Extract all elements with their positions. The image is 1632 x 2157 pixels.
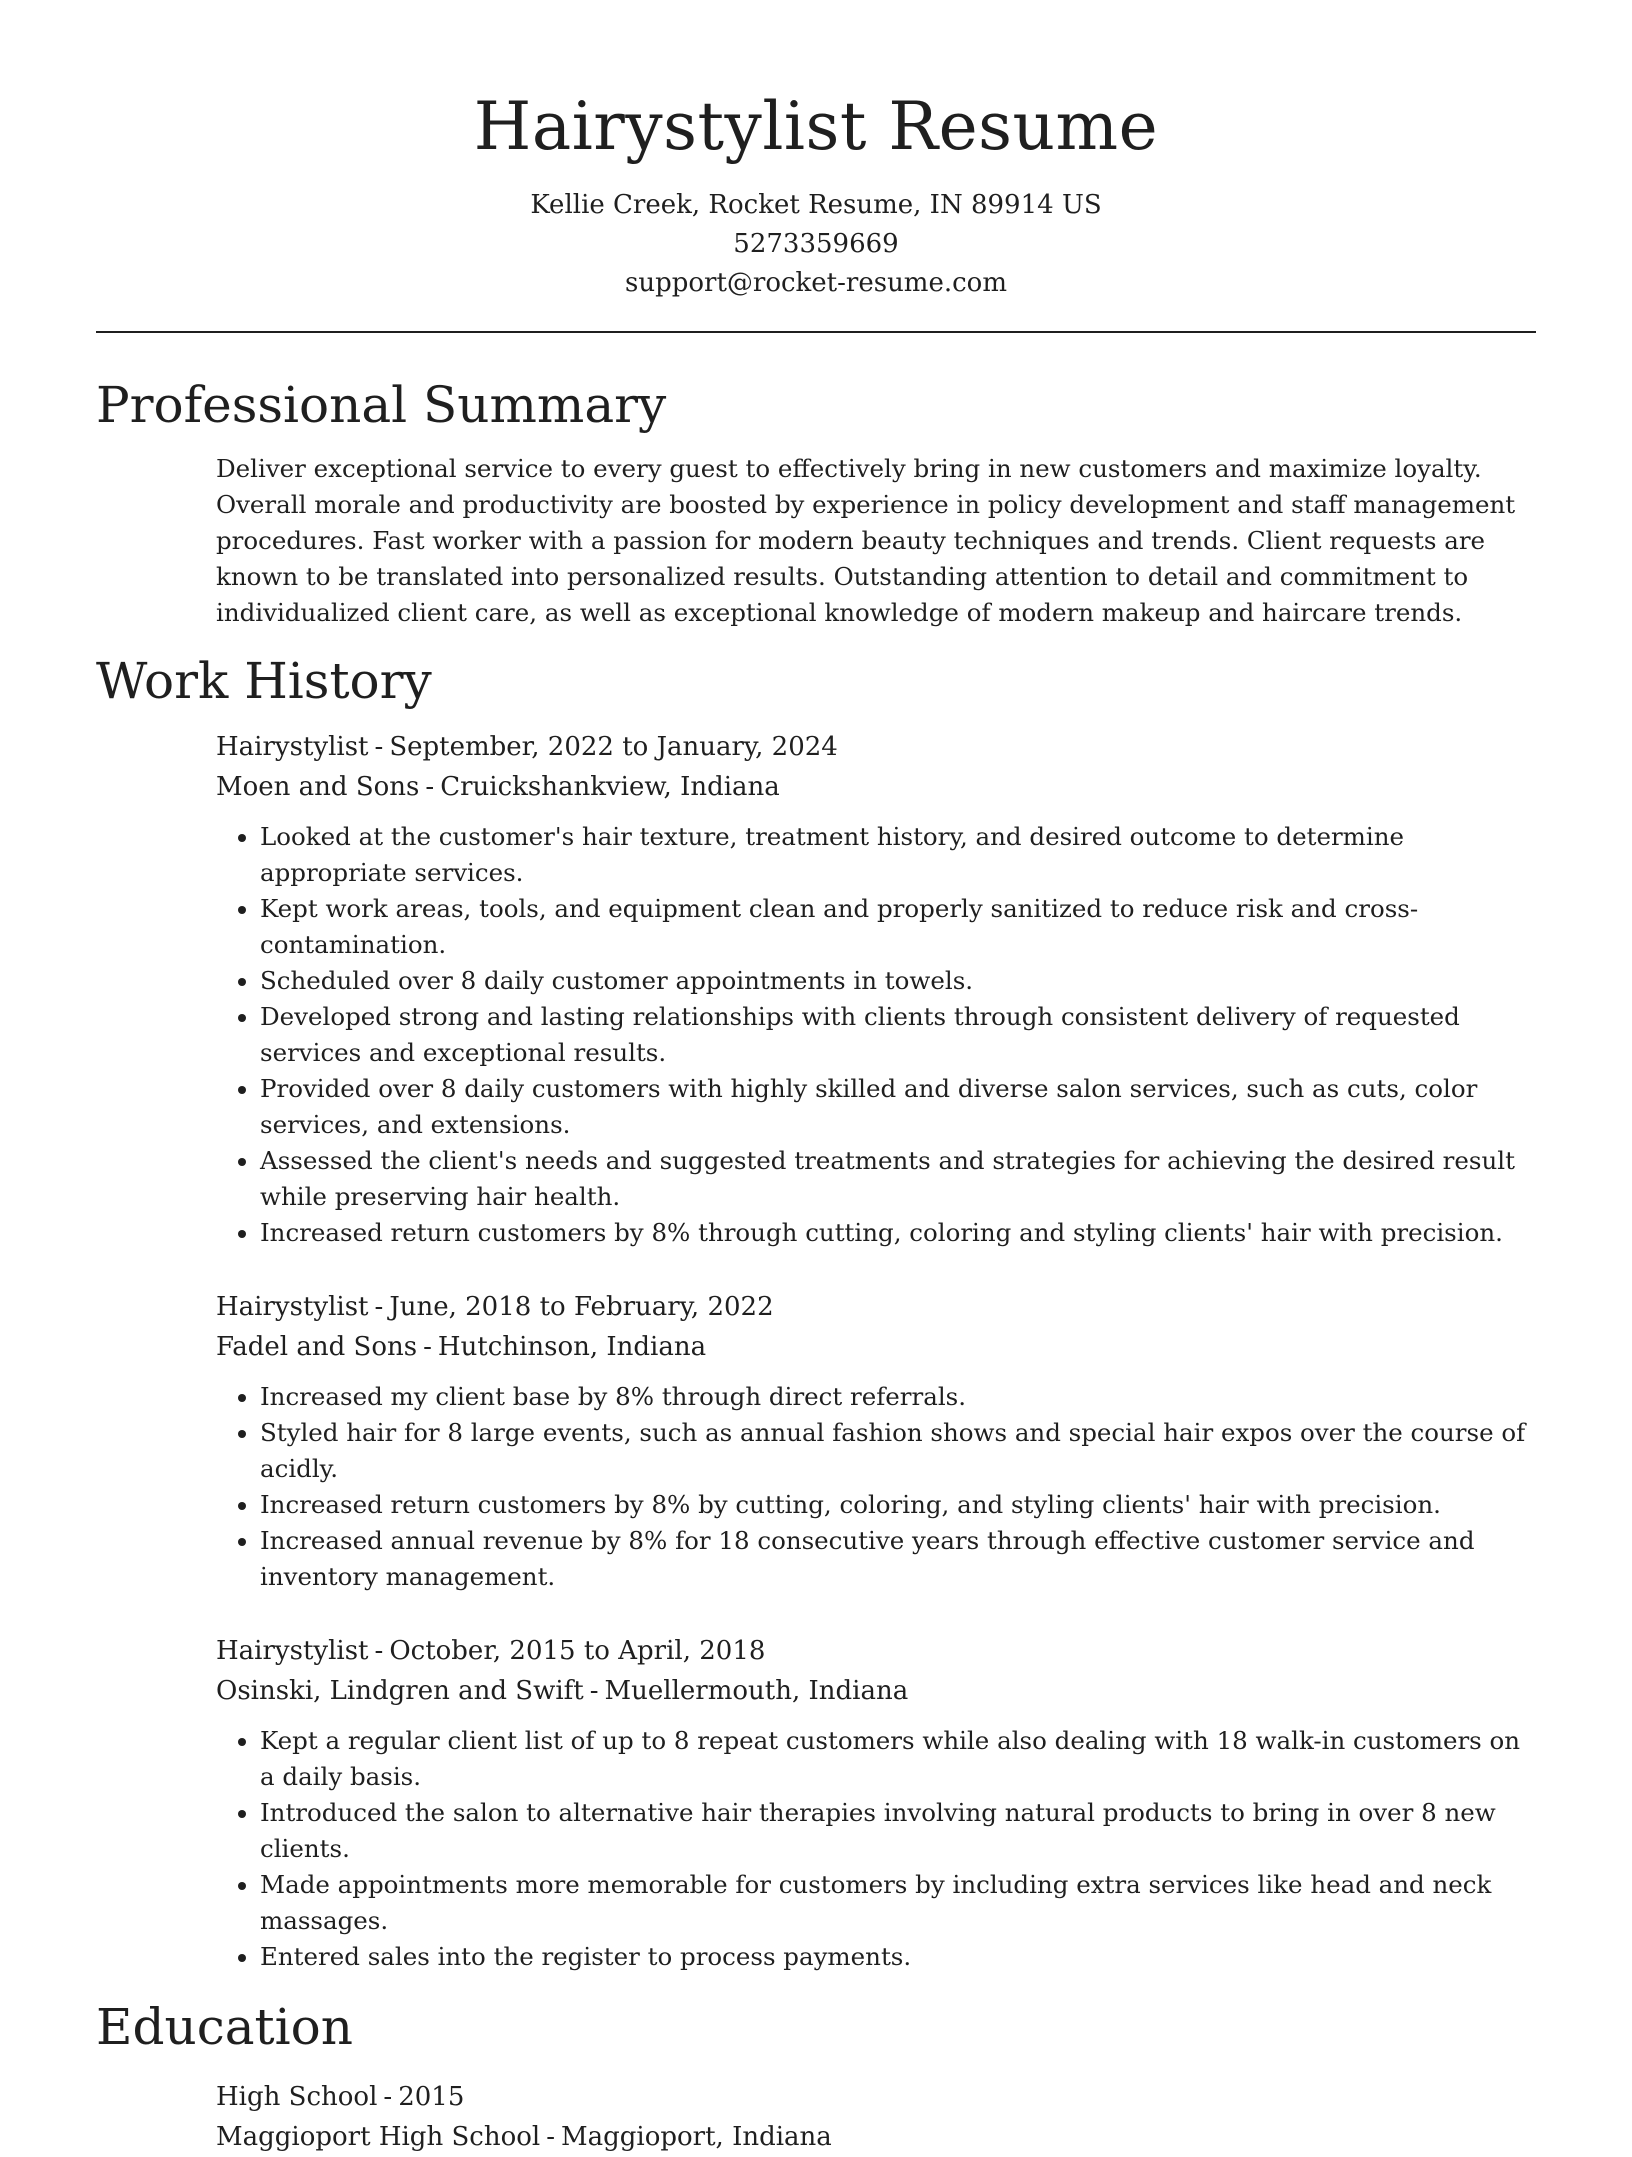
job-entry [216,1631,1536,1975]
education-entry [216,2077,1536,2157]
list-item: • Kept a regular client list of up to 8 repeat customers while also dealing with 18 walk-in customers on a daily basis. [260,1723,1536,1795]
education-degree-line [216,2077,1536,2117]
list-item: • Introduced the salon to alternative hair therapies involving natural products to bring in over 8 new clients. [260,1795,1536,1867]
contact-address: Kellie Creek, Rocket Resume, IN 89914 US [530,190,1102,220]
job-company: Fadel and Sons [216,1332,418,1362]
job-title-line [216,1631,1536,1671]
summary-heading: Professional Summary [96,376,667,434]
education-school-line [216,2117,1536,2157]
job-title-line [216,1287,1536,1327]
education-section [96,1995,1536,2157]
contact-email: support@rocket-resume.com [624,268,1007,298]
separator: - [425,772,435,802]
resume-title: Hairystylist Resume [473,88,1159,165]
separator: - [374,1292,384,1322]
list-item: • Kept work areas, tools, and equipment clean and properly sanitized to reduce risk and cross-contamination. [260,891,1536,963]
education-location: Maggioport, Indiana [561,2122,832,2152]
job-entry [216,727,1536,1251]
work-history-heading: Work History [96,652,432,710]
separator: - [423,1332,432,1362]
contact-info [96,186,1536,303]
job-location: Hutchinson, Indiana [437,1332,707,1362]
summary-text: Deliver exceptional service to every guest to effectively bring in new customers and maximize loyalty. Overall morale and productivity are boosted by experience in policy development and staff management procedures. Fast worker with a passion for modern beauty techniques and trends. Client requests are known to be translated into personalized results. Outstanding attention to detail and commitment to individualized client care, as well as exceptional knowledge of modern makeup and haircare trends. [216,454,1516,627]
job-bullets [216,1723,1536,1975]
job-dates: October, 2015 to April, 2018 [389,1636,766,1666]
header-divider [96,331,1536,333]
list-item: • Developed strong and lasting relationships with clients through consistent delivery of requested services and exceptional results. [260,999,1536,1071]
job-title: Hairystylist [216,1292,369,1322]
contact-phone: 5273359669 [733,229,899,259]
list-item: • Styled hair for 8 large events, such as annual fashion shows and special hair expos over the course of acidly. [260,1415,1536,1487]
list-item: • Entered sales into the register to process payments. [260,1939,1536,1975]
list-item: • Increased my client base by 8% through direct referrals. [260,1379,1536,1415]
job-dates: June, 2018 to February, 2022 [389,1292,774,1322]
education-year: 2015 [398,2082,465,2112]
list-item: • Scheduled over 8 daily customer appointments in towels. [260,963,1536,999]
list-item: • Assessed the client's needs and suggested treatments and strategies for achieving the desired result while preserving hair health. [260,1143,1536,1215]
job-company: Moen and Sons [216,772,420,802]
job-dates: September, 2022 to January, 2024 [389,732,838,762]
summary-section [96,373,1536,631]
education-degree: High School [216,2082,378,2112]
separator: - [374,732,384,762]
separator: - [383,2082,393,2112]
job-company-line [216,767,1536,807]
job-location: Cruickshankview, Indiana [440,772,780,802]
education-heading: Education [96,1998,353,2056]
work-history-section [96,649,1536,1975]
job-title-line [216,727,1536,767]
job-bullets [216,819,1536,1251]
list-item: • Increased return customers by 8% by cutting, coloring, and styling clients' hair with precision. [260,1487,1536,1523]
job-entry [216,1287,1536,1595]
list-item: • Made appointments more memorable for customers by including extra services like head and neck massages. [260,1867,1536,1939]
job-company-line [216,1671,1536,1711]
job-location: Muellermouth, Indiana [604,1676,909,1706]
resume-header [96,0,1536,303]
list-item: • Increased return customers by 8% through cutting, coloring and styling clients' hair with precision. [260,1215,1536,1251]
separator: - [374,1636,384,1666]
separator: - [546,2122,555,2152]
separator: - [589,1676,599,1706]
job-bullets [216,1379,1536,1595]
job-company: Osinski, Lindgren and Swift [216,1676,584,1706]
list-item: • Looked at the customer's hair texture, treatment history, and desired outcome to determine appropriate services. [260,819,1536,891]
job-title: Hairystylist [216,1636,369,1666]
list-item: • Increased annual revenue by 8% for 18 consecutive years through effective customer service and inventory management. [260,1523,1536,1595]
list-item: • Provided over 8 daily customers with highly skilled and diverse salon services, such as cuts, color services, and extensions. [260,1071,1536,1143]
job-company-line [216,1327,1536,1367]
education-school: Maggioport High School [216,2122,541,2152]
job-title: Hairystylist [216,732,369,762]
